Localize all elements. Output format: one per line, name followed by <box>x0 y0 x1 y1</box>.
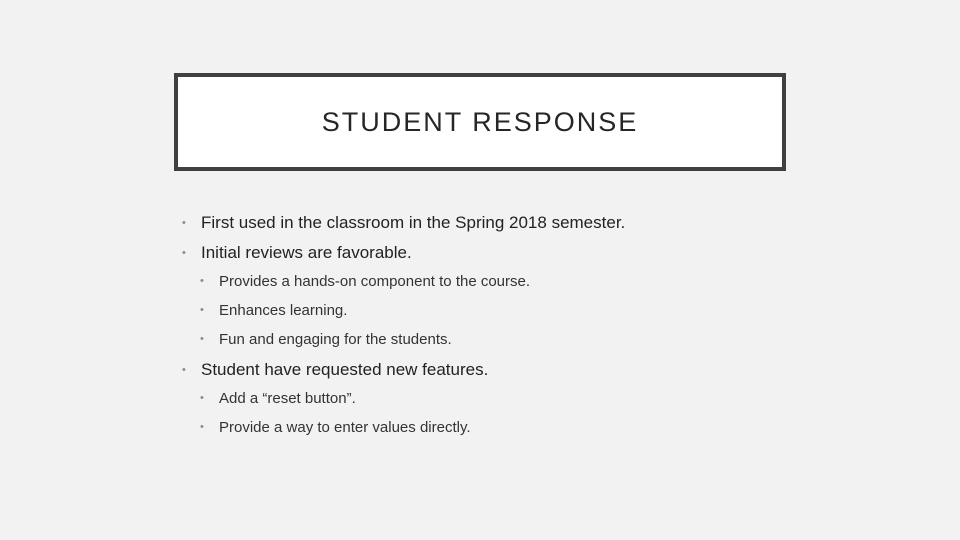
sub-bullet-item <box>182 415 882 440</box>
bullet-text: Student have requested new features. <box>201 360 489 379</box>
bullet-item <box>182 209 882 237</box>
title-box <box>174 73 786 171</box>
bullet-icon: • <box>200 392 204 404</box>
bullet-icon: • <box>200 421 204 433</box>
bullet-icon: • <box>200 275 204 287</box>
bullet-text: First used in the classroom in the Spring 2018 semester. <box>201 213 626 232</box>
bullet-icon: • <box>182 217 186 229</box>
sub-bullet-text: Provide a way to enter values directly. <box>219 419 471 436</box>
slide-title: STUDENT RESPONSE <box>321 106 639 137</box>
bullet-icon: • <box>182 247 186 259</box>
bullet-item <box>182 239 882 267</box>
sub-bullet-item <box>182 386 882 411</box>
sub-bullet-text: Fun and engaging for the students. <box>219 331 452 348</box>
sub-bullet-text: Provides a hands-on component to the course. <box>219 273 531 290</box>
sub-bullet-text: Enhances learning. <box>219 302 348 319</box>
sub-bullet-text: Add a “reset button”. <box>219 390 356 407</box>
bullet-icon: • <box>200 304 204 316</box>
bullet-icon: • <box>200 333 204 345</box>
sub-bullet-item <box>182 269 882 294</box>
bullet-list <box>182 209 882 444</box>
sub-bullet-item <box>182 327 882 352</box>
sub-bullet-item <box>182 298 882 323</box>
bullet-item <box>182 356 882 384</box>
bullet-icon: • <box>182 364 186 376</box>
bullet-text: Initial reviews are favorable. <box>201 243 412 262</box>
